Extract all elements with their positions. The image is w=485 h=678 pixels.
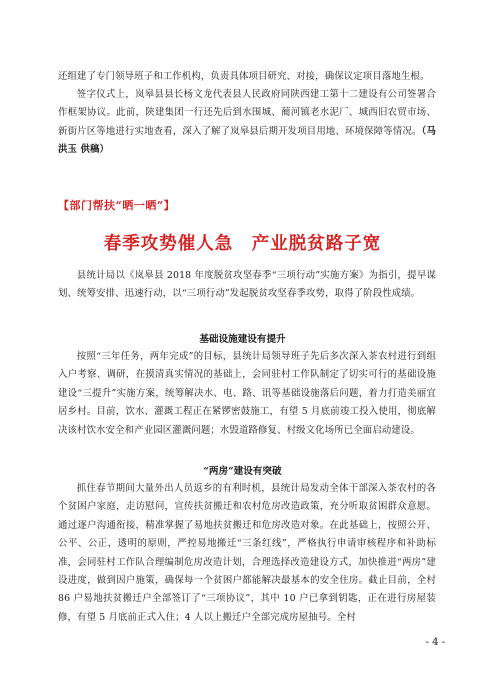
intro-paragraph-2-text: 签字仪式上，岚皋县县长杨文龙代表县人民政府同陕西建工第十二建设有公司签署合作框架协议。此前，陕建集团一行还先后到水围城、蔺河镇老水泥厂、城西旧农贸市场、新街片区等地进行实地查看，深入了解了岚皋县后期开发项目用地、环境保障等情况。 (58, 89, 436, 137)
article-lead-paragraph: 县统计局以《岚皋县 2018 年度脱贫攻坚春季“三项行动”实施方案》为指引，提早谋划、统筹安排、迅速行动，以“三项行动”发起脱贫攻坚春季攻势，取得了阶段性成绩。 (58, 270, 436, 300)
section-1-heading: 基础设施建设有提升 (199, 334, 286, 345)
intro-paragraph-1: 还组建了专门领导班子和工作机构，负责具体项目研究、对接，确保议定项目落地生根。 (58, 71, 430, 82)
intro-author-credit: （马洪玉 供稿） (58, 125, 436, 156)
article-title: 春季攻势催人急 产业脱贫路子宽 (103, 234, 382, 254)
section-tag: 【部门帮扶“晒一晒”】 (58, 199, 176, 212)
page-number: - 4 - (425, 637, 445, 648)
section-2-body: 抓住春节期间大量外出人员返乡的有利时机，县统计局发动全体干部深入茶农村的各个贫困户家庭，走访慰问，宣传扶贫搬迁和农村危房改造政策，充分听取贫困群众意愿。通过逐户沟通衔接，精准掌握了易地扶贫搬迁和危房改造对象。在此基础上，按照公开、公平、公正，透明的原则，严控易地搬迁“三条红线”，严格执行申请审核程序和补助标准，会同驻村工作队合理编制危房改造计划，合理选择改造建设方式，加快推进“两房”建设进度，做到因户施策，确保每一个贫困户都能解决最基本的安全住房。截止目前，全村 86 户易地扶贫搬迁户全部签订了“三项协议”，其中 10 户已拿到钥匙，正在进行房屋装修，有望 5 月底前正式入住；4 人以上搬迁户全部完成房屋抽号。全村 (58, 483, 436, 623)
intro-paragraph-2 (58, 86, 436, 160)
section-2-heading: “两房”建设有突破 (203, 466, 282, 477)
section-1-body: 按照“三年任务，两年完成”的目标，县统计局领导班子先后多次深入茶农村进行到组入户考察、调研，在摸清真实情况的基础上，会同驻村工作队制定了切实可行的基础设施建设“三提升”实施方案，统筹解决水、电、路、讯等基础设施落后问题，着力打造美丽宜居乡村。目前，饮水、灌溉工程正在紧锣密鼓施工，有望 5 月底前竣工投入使用，彻底解决该村饮水安全和产业园区灌溉问题；水毁道路修复、村级文化场所已全面启动建设。 (58, 351, 436, 436)
